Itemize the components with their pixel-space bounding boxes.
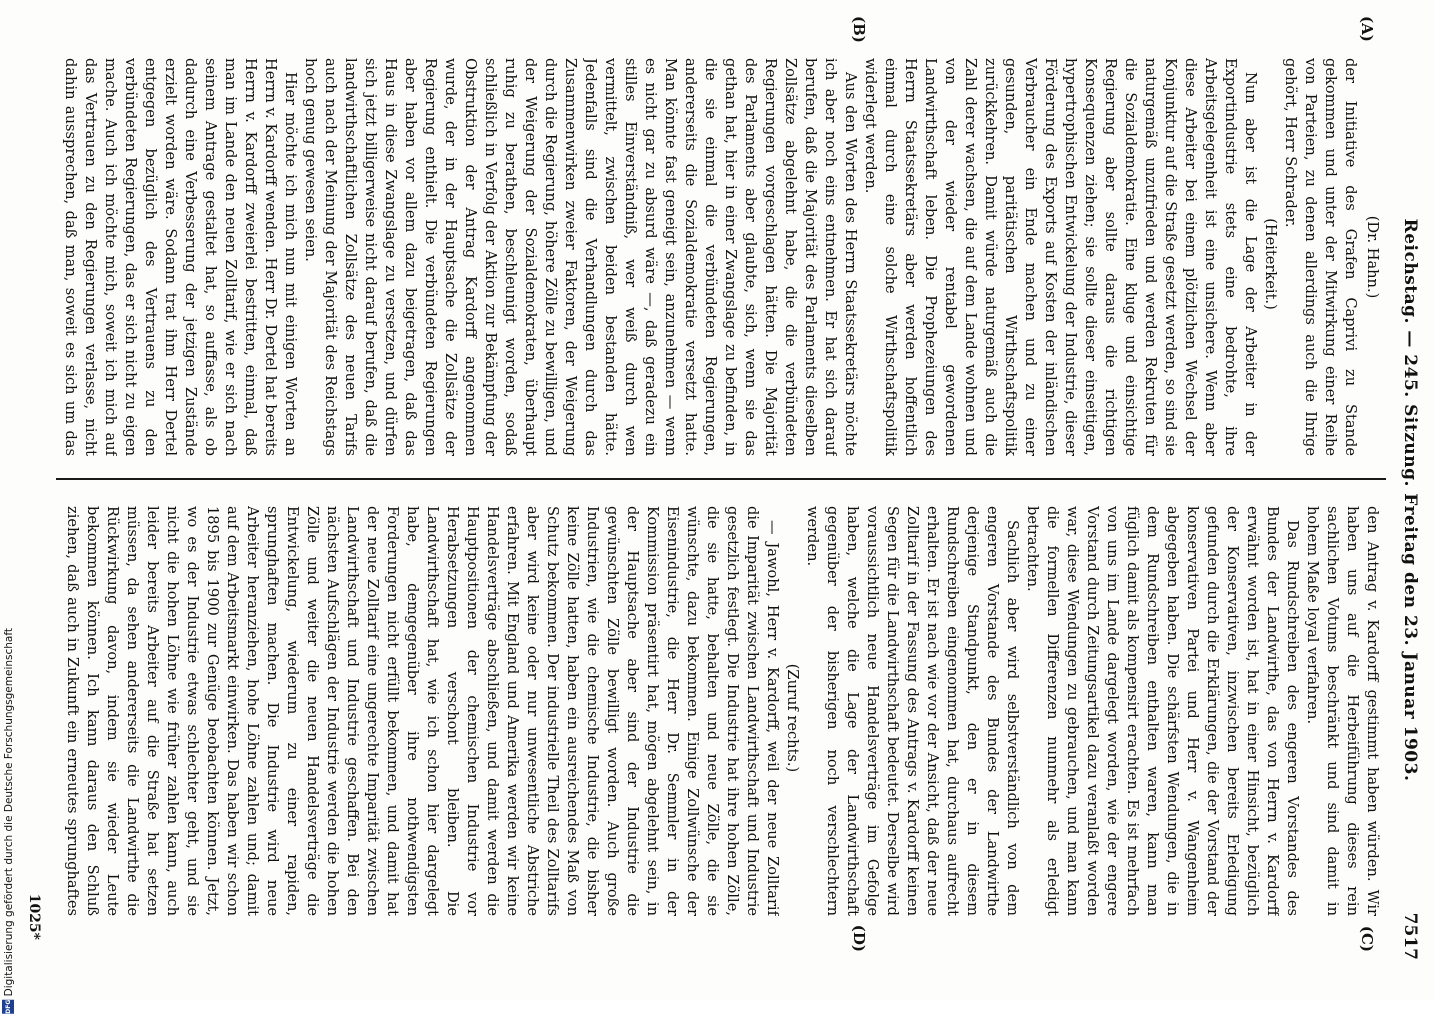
paragraph: Aus den Worten des Herrn Staatssekretärs möchte ich aber noch eins entnehmen. Er hat sich darauf berufen, daß die Majorität des Parlaments dieselben Zollsätze abgelehnt habe, die die verbündeten Regierungen vorgeschlagen hätten. Die Majorität des Parlaments aber glaubte, sich, wenn sie das gethan hat, hier in einer Zwangslage zu befinden, in die sie einmal die verbündeten Regierungen, andererseits die Sozialdemokratie versetzt hatte. Man könnte fast geneigt sein, anzunehmen — wenn es nicht gar zu absurd wäre —, daß geradezu ein stilles Einverständniß, wer weiß durch wen vermittelt, zwischen beiden bestanden hätte. Jedenfalls sind die Verhandlungen durch das Zusammenwirken zweier Faktoren, der Weigerung durch die Regierung, höhere Zölle zu bewilligen, und der Weigerung der Sozialdemokraten, überhaupt ruhig zu berathen, beschleunigt worden, sodaß schließlich in Verfolg der Aktion zur Bekämpfung der Obstruktion der Antrag Kardorff angenommen wurde, der in der Hauptsache die Zollsätze der Regierung enthielt. Die verbündeten Regierungen aber haben vor allem dazu beigetragen, daß das Haus in diese Zwangslage zu versetzen, und dürfen sich jetzt billigerweise nicht darauf berufen, daß die landwirthschaftlichen Zollsätze des neuen Tarifs auch nach der Meinung der Majorität des Reichstags hoch genug gewesen seien. xyxy=(302,58,859,456)
margin-label-b: (B) xyxy=(850,16,868,43)
speaker-label: (Dr. Hahn.) xyxy=(1364,215,1381,299)
right-column xyxy=(60,506,1382,916)
interjection: (Heiterkeit.) xyxy=(1262,218,1279,310)
margin-label-c: (C) xyxy=(1358,925,1376,952)
margin-label-a: (A) xyxy=(1358,16,1376,42)
digitization-notice xyxy=(2,628,16,1014)
digitization-notice-text: Digitalisierung gefördert durch die Deutsche Forschungsgemeinschaft xyxy=(3,628,15,997)
column-divider xyxy=(56,478,1386,480)
left-column xyxy=(60,58,1382,456)
interjection: (Zuruf rechts.) xyxy=(784,663,801,773)
paragraph: Nun aber ist die Lage der Arbeiter in der Exportindustrie stets eine bedrohte, ihre Arbeitsgelegenheit ist eine unsichere. Wenn aber diese Arbeiter bei einem plötzlichen Wechsel der Konjunktur auf die Straße gesetzt werden, so sind sie naturgemäß unzufrieden und werden Rekruten für die Sozialdemokratie. Eine kluge und einsichtige Regierung aber sollte daraus die richtigen Konsequenzen ziehen; sie sollte dieser einseitigen, hypertrophischen Entwickelung der Industrie, dieser Förderung des Exports auf Kosten der inländischen Verbraucher ein Ende machen und zu einer gesunden, paritätischen Wirthschaftspolitik zurückkehren. Damit würde naturgemäß auch die Zahl derer wachsen, die auf dem Lande wohnen und von der wieder rentabel gewordenen Landwirthschaft leben. Die Prophezeiungen des Herrn Staatssekretärs aber werden hoffentlich einmal durch eine solche Wirthschaftspolitik widerlegt werden. xyxy=(862,58,1259,456)
page-number: 7517 xyxy=(1400,912,1420,960)
running-head xyxy=(1392,40,1420,960)
dfg-logo-icon: DFG xyxy=(2,1000,14,1014)
paragraph: den Antrag v. Kardorff gestimmt haben würden. Wir haben uns auf die Herbeiführung dieses rein sachlichen Votums beschränkt und sind damit in hohem Maße loyal verfahren. xyxy=(1304,506,1381,916)
margin-label-d: (D) xyxy=(850,924,868,952)
paragraph: — Jawohl, Herr v. Kardorff, weil der neue Zolltarif die Imparität zwischen Landwirthschaft und Industrie gesetzlich festlegt. Die Industrie hat ihre hohen Zölle, die sie hatte, behalten und neue Zölle, die sie wünschte, dazu bekommen. Einige Zollwünsche der Eisenindustrie, die Herr Dr. Semmler in der Kommission präsentirt hat, mögen abgelehnt sein, in der Hauptsache aber sind der Industrie die gewünschten Zölle bewilligt worden. Auch große Industrien, wie die chemische Industrie, die bisher keine Zölle hatten, haben ein ausreichendes Maß von Schutz bekommen. Der industrielle Theil des Zolltarifs aber wird keine oder nur unwesentliche Abstriche erfahren. Mit England und Amerika werden wir keine Handelsverträge abschließen, und damit werden die Hauptpositionen der chemischen Industrie vor Herabsetzungen verschont bleiben. Die Landwirthschaft hat, wie ich schon hier dargelegt habe, demgegenüber ihre nothwendigsten Forderungen nicht erfüllt bekommen, und damit hat der neue Zolltarif eine ungerechte Imparität zwischen Landwirthschaft und Industrie geschaffen. Bei den nächsten Aufschlägen der Industrie werden die hohen Zölle und weiter die neuen Handelsverträge die Entwickelung, wiederum zu einer rapiden, sprunghaften machen. Die Industrie wird neue Arbeiter heranziehen, hohe Löhne zahlen und; damit auf dem Arbeitsmarkt einwirken. Das haben wir schon 1895 bis 1900 zur Genüge beobachten können. Jetzt, wo es der Industrie etwas schlechter geht, und sie nicht die hohen Löhne wie früher zahlen kann, auch leider bereits Arbeiter auf die Straße hat setzen müssen, da sehen andererseits die Landwirthe die Rückwirkung davon, indem sie wieder Leute bekommen können. Ich kann daraus den Schluß ziehen, daß auch in Zukunft ein erneutes sprunghaftes xyxy=(64,506,781,916)
paragraph: Hier möchte ich mich nun mit einigen Worten an Herrn v. Kardorff wenden. Herr Dr. Dertel hat bereits Herrn v. Kardorff zweierlei bestritten, einmal, daß man im Lande den neuen Zolltarif, wie er sich nach seinem Antrage gestaltet hat, so auffasse, als ob dadurch eine Verbesserung der jetzigen Zustände erzielt worden wäre. Sodann trat ihm Herr Dertel entgegen bezüglich des Vertrauens zu den verbündeten Regierungen, das er sich nicht zu eigen mache. Auch ich möchte mich, soweit ich mich auf das Vertrauen zu den Regierungen verlasse, nicht dahin aussprechen, daß man, soweit es sich um das xyxy=(62,58,299,456)
paragraph: der Initiative des Grafen Caprivi zu Stande gekommen und unter der Mitwirkung einer Reihe von Parteien, zu denen allerdings auch die Ihrige gehört, Herr Schrader. xyxy=(1282,58,1359,456)
paragraph: Sachlich aber wird selbstverständlich von dem engeren Vorstande des Bundes der Landwirthe derjenige Standpunkt, den er in diesem Rundschreiben eingenommen hat, durchaus aufrecht erhalten. Er ist nach wie vor der Ansicht, daß der neue Zolltarif in der Fassung des Antrags v. Kardorff keinen Segen für die Landwirthschaft bedeutet. Derselbe wird voraussichtlich neue Handelsverträge im Gefolge haben, welche die Lage der Landwirthschaft gegenüber der bisherigen noch verschlechtern werden. xyxy=(804,506,1021,916)
paragraph: Das Rundschreiben des engeren Vorstandes des Bundes der Landwirthe, das von Herrn v. Kardorff erwähnt worden ist, hat in einer Hinsicht, bezüglich der Konservativen, inzwischen bereits Erledigung gefunden durch die Erklärungen, die der Vorstand der konservativen Partei und Herr v. Wangenheim abgegeben haben. Die schärfsten Wendungen, die in dem Rundschreiben enthalten waren, kann man füglich damit als kompensirt erachten. Es ist mehrfach von uns im Lande dargelegt worden, wie der engere Vorstand durch Zeitungsartikel dazu veranlaßt worden war, diese Wendungen zu gebrauchen, und man kann die formellen Differenzen nunmehr als erledigt betrachten. xyxy=(1024,506,1301,916)
footer-mark: 1025* xyxy=(26,893,42,940)
running-head-title: Reichstag. — 245. Sitzung. Freitag den 23. Januar 1903. xyxy=(1400,218,1420,782)
